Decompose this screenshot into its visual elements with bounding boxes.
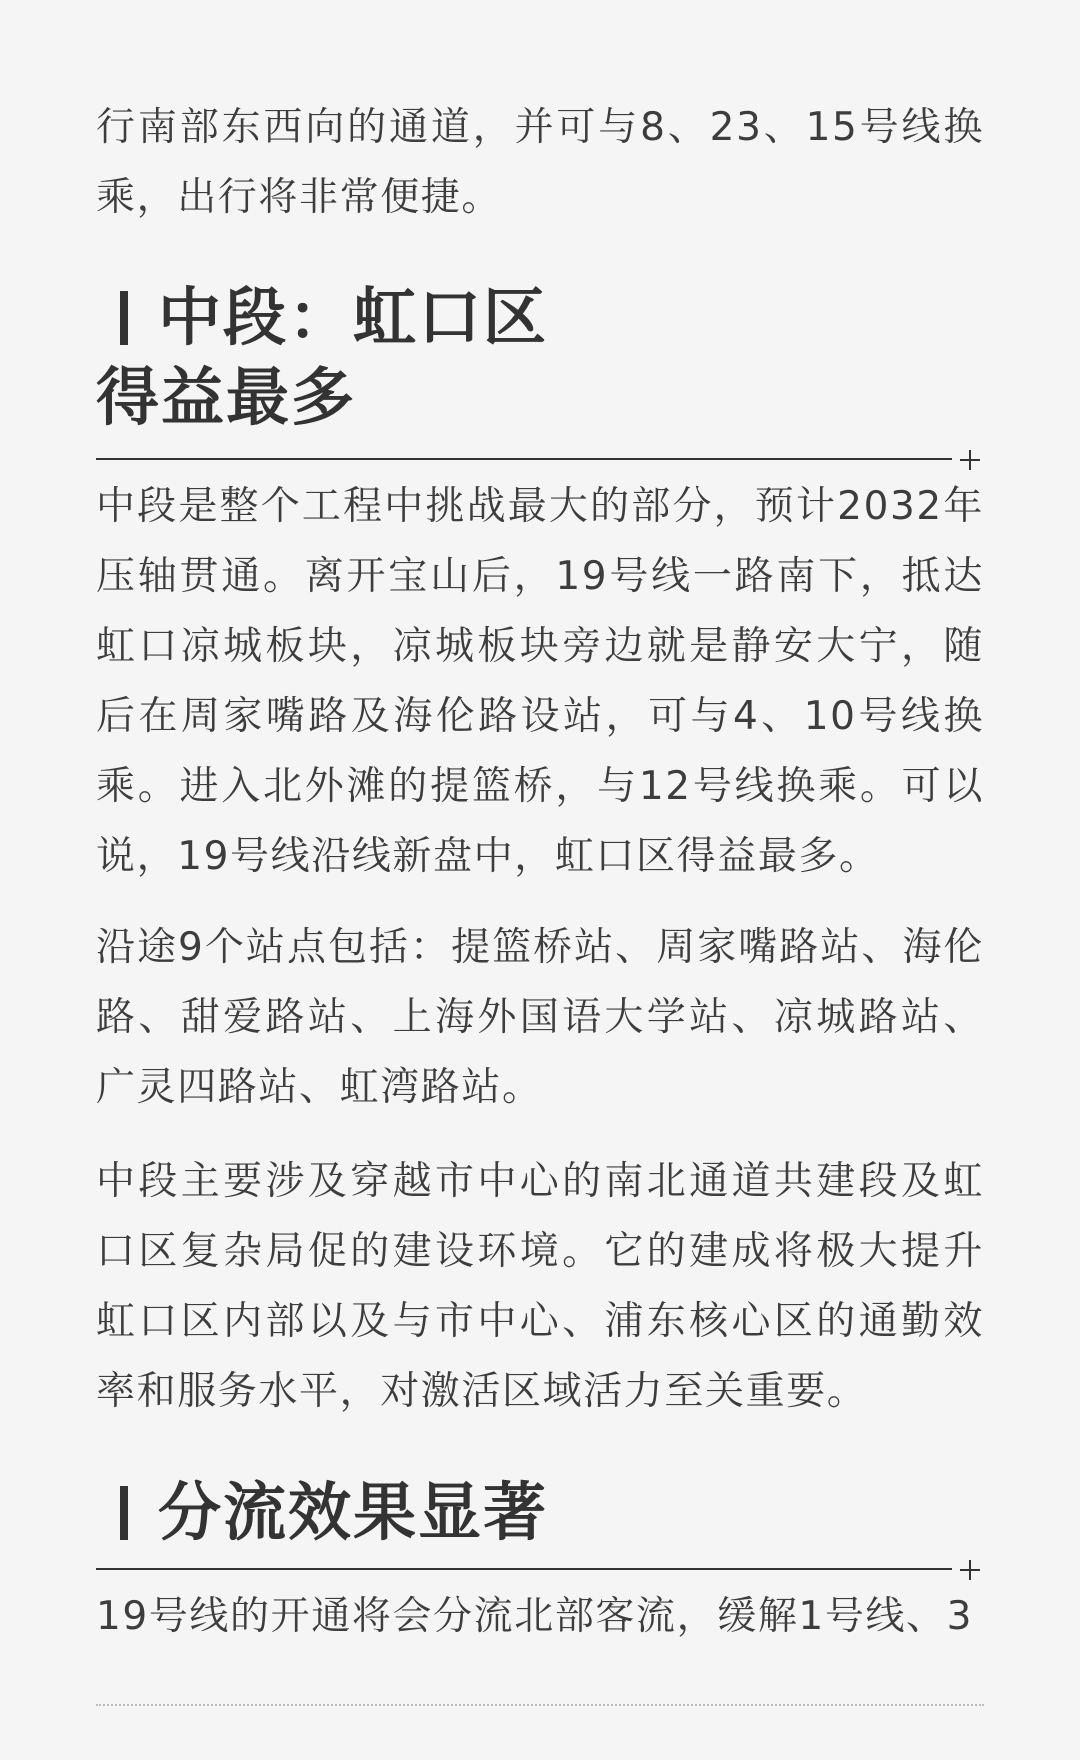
- plus-icon: [960, 1560, 980, 1580]
- section-heading-diversion: [96, 1473, 548, 1553]
- middle-paragraph-3: 中段主要涉及穿越市中心的南北通道共建段及虹口区复杂局促的建设环境。它的建成将极大提升虹口区内部以及与市中心、浦东核心区的通勤效率和服务水平，对激活区域活力至关重要。: [96, 1159, 984, 1414]
- diversion-paragraph-1: 19号线的开通将会分流北部客流，缓解1号线、3: [96, 1594, 974, 1639]
- middle-paragraph-2: 沿途9个站点包括：提篮桥站、周家嘴路站、海伦路、甜爱路站、上海外国语大学站、凉城路站、广灵四路站、虹湾路站。: [96, 925, 984, 1110]
- heading-bar-icon: [120, 1486, 128, 1540]
- dotted-divider: [96, 1704, 984, 1706]
- section-heading-middle: [96, 278, 548, 438]
- section-divider: [96, 458, 952, 460]
- section-heading-middle-line1: 中段：虹口区: [158, 281, 548, 354]
- heading-bar-icon: [120, 291, 128, 345]
- middle-paragraph-1: 中段是整个工程中挑战最大的部分，预计2032年压轴贯通。离开宝山后，19号线一路南下，抵达虹口凉城板块，凉城板块旁边就是静安大宁，随后在周家嘴路及海伦路设站，可与4、10号线换乘。进入北外滩的提篮桥，与12号线换乘。可以说，19号线沿线新盘中，虹口区得益最多。: [96, 484, 984, 879]
- section-heading-middle-line2: 得益最多: [96, 361, 356, 434]
- section-heading-diversion-title: 分流效果显著: [158, 1476, 548, 1549]
- section-divider: [96, 1568, 952, 1570]
- plus-icon: [960, 450, 980, 470]
- intro-paragraph: 行南部东西向的通道，并可与8、23、15号线换乘，出行将非常便捷。: [96, 105, 984, 220]
